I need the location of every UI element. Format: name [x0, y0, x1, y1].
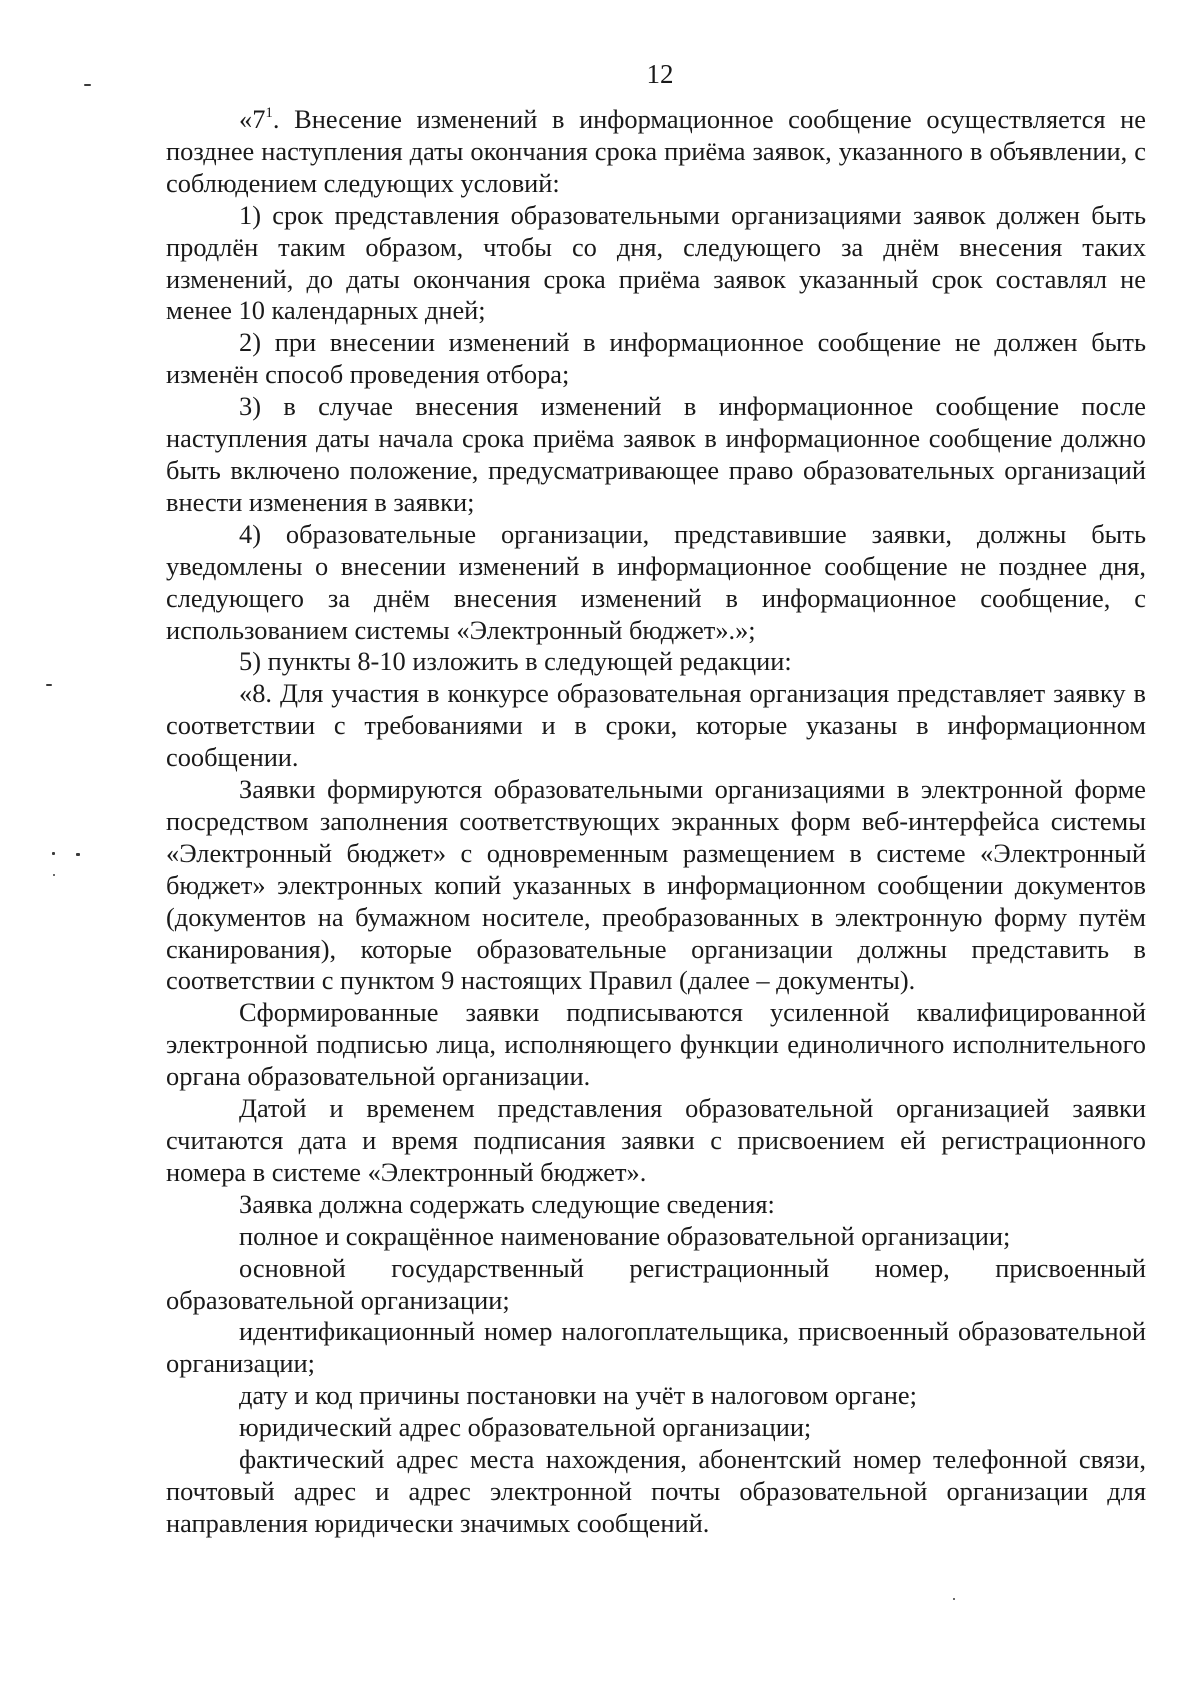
document-body [166, 104, 1146, 1540]
scan-speck [52, 852, 55, 855]
paragraph-clause-8: «8. Для участия в конкурсе образовательная организация представляет заявку в соответствии с требованиями и в сроки, которые указаны в информационном сообщении. [166, 678, 1146, 773]
list-item-name: полное и сокращённое наименование образовательной организации; [239, 1220, 1011, 1251]
paragraph-submission-date: Датой и временем представления образовательной организацией заявки считаются дата и время подписания заявки с присвоением ей регистрационного номера в системе «Электронный бюджет». [166, 1093, 1146, 1187]
list-item-actual-address: фактический адрес места нахождения, абонентский номер телефонной связи, почтовый адрес и адрес электронной почты образовательной организации для направления юридически значимых сообщений. [166, 1444, 1146, 1538]
list-item-legal-address: юридический адрес образовательной организации; [239, 1412, 812, 1443]
paragraph-condition-4: 4) образовательные организации, представившие заявки, должны быть уведомлены о внесении изменений в информационное сообщение не позднее дня, следующего за днём внесения изменений в информационное сообщение, с использованием системы «Электронный бюджет».»; [166, 518, 1146, 645]
paragraph-item-5: 5) пункты 8-10 изложить в следующей редакции: [239, 646, 792, 677]
scan-speck [953, 1598, 955, 1600]
paragraph-application-contents: Заявка должна содержать следующие сведения: [239, 1188, 775, 1219]
page-number: 12 [646, 59, 674, 89]
paragraph-clause-7-1 [166, 104, 1146, 200]
list-item-inn: идентификационный номер налогоплательщика, присвоенный образовательной организации; [166, 1316, 1146, 1379]
scan-speck [53, 874, 55, 876]
scan-speck [76, 853, 80, 856]
list-item-tax-registration: дату и код причины постановки на учёт в налоговом органе; [239, 1380, 917, 1411]
clause-superscript: 1 [265, 105, 273, 121]
paragraph-condition-1: 1) срок представления образовательными организациями заявок должен быть продлён таким образом, чтобы со дня, следующего за днём внесения таких изменений, до даты окончания срока приёма заявок указанный срок составлял не менее 10 календарных дней; [166, 199, 1146, 326]
list-item-ogrn: основной государственный регистрационный номер, присвоенный образовательной организации; [166, 1252, 1146, 1315]
paragraph-condition-3: 3) в случае внесения изменений в информационное сообщение после наступления даты начала срока приёма заявок в информационное сообщение должно быть включено положение, предусматривающее право образовательных организаций внести изменения в заявки; [166, 391, 1146, 517]
clause-number: «7 [239, 104, 266, 134]
scan-speck [84, 84, 91, 86]
scan-speck [46, 684, 52, 686]
paragraph-applications-formed: Заявки формируются образовательными организациями в электронной форме посредством заполнения соответствующих экранных форм веб-интерфейса системы «Электронный бюджет» с одновременным размещением в системе «Электронный бюджет» электронных копий указанных в информационном сообщении документов (документов на бумажном носителе, преобразованных в электронную форму путём сканирования), которые образовательные организации должны представить в соответствии с пунктом 9 настоящих Правил (далее – документы). [166, 774, 1146, 996]
paragraph-text: . Внесение изменений в информационное сообщение осуществляется не позднее наступления даты окончания срока приёма заявок, указанного в объявлении, с соблюдением следующих условий: [166, 104, 1146, 198]
paragraph-applications-signed: Сформированные заявки подписываются усиленной квалифицированной электронной подписью лица, исполняющего функции единоличного исполнительного органа образовательной организации. [166, 997, 1146, 1092]
paragraph-condition-2: 2) при внесении изменений в информационное сообщение не должен быть изменён способ проведения отбора; [166, 327, 1146, 390]
